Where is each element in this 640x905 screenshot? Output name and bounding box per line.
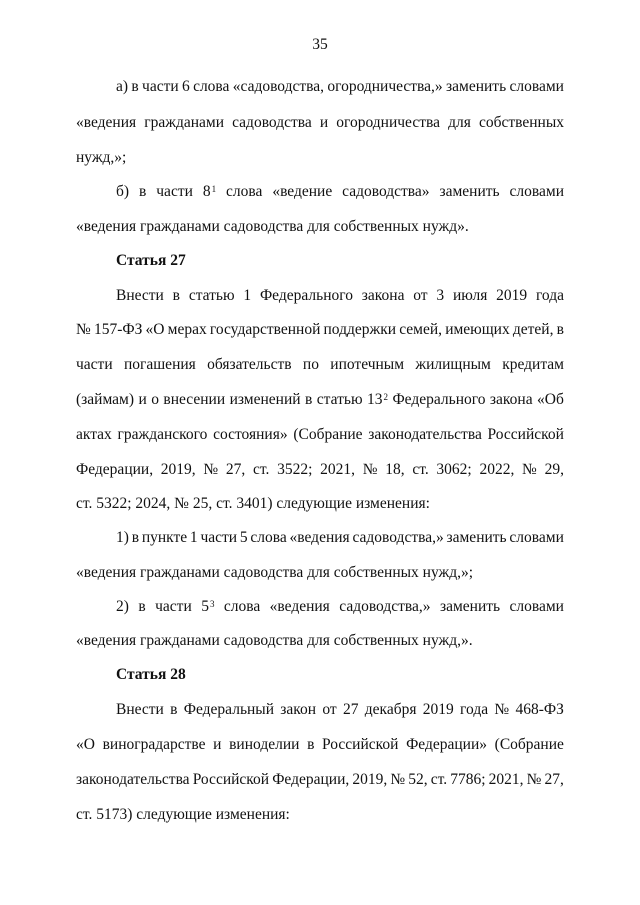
word: части: [155, 598, 192, 615]
word: №: [526, 771, 542, 788]
p1-line-2: [76, 113, 564, 133]
page-number: 35: [312, 36, 328, 53]
word: в: [131, 529, 140, 546]
word: «О: [76, 736, 95, 753]
art28-line-2: [76, 735, 564, 755]
word: 2019,: [352, 771, 388, 788]
word: пункте: [141, 529, 188, 546]
art27-line-1: [116, 286, 564, 306]
word: 52,: [408, 771, 428, 788]
superscript: 3: [209, 599, 215, 609]
p1-line-1: [116, 77, 564, 97]
word: (займам): [76, 391, 135, 408]
word: 2019: [496, 287, 528, 304]
word: части: [76, 356, 113, 373]
word: в: [305, 391, 313, 408]
word: 2022,: [479, 461, 515, 478]
word: года: [460, 701, 489, 718]
word: №: [203, 461, 219, 478]
word: государственной: [209, 321, 321, 338]
word: садоводства,»: [352, 529, 444, 546]
art27-item2-line-2: «ведения гражданами садоводства для собственных нужд,».: [76, 632, 473, 649]
word: части: [142, 78, 179, 95]
word: словами: [509, 598, 564, 615]
word: семей,: [399, 321, 443, 338]
word: года: [535, 287, 564, 304]
article-number: [367, 390, 388, 410]
word: 2021,: [488, 771, 524, 788]
art27-line-4: [76, 390, 564, 410]
word: 29,: [544, 461, 564, 478]
word: словами: [509, 78, 564, 95]
word: в: [139, 183, 147, 200]
word: «Об: [537, 391, 564, 408]
word: гражданского: [117, 426, 208, 443]
word: 2): [116, 598, 129, 615]
word: Федерации»: [406, 736, 488, 753]
word: б): [116, 183, 130, 200]
word: статью: [316, 391, 363, 408]
word: «О: [145, 321, 165, 338]
word: в: [170, 701, 178, 718]
word: «ведения: [269, 598, 330, 615]
word: от: [322, 701, 337, 718]
word: и: [213, 736, 222, 753]
word: (Собрание: [293, 426, 363, 443]
word: законодательства: [76, 771, 190, 788]
word: о: [151, 391, 159, 408]
word: части: [156, 183, 193, 200]
word: мерах: [167, 321, 207, 338]
word: (Собрание: [494, 736, 564, 753]
numbered-part: [201, 597, 214, 617]
word: от: [413, 287, 428, 304]
word: виноградарстве: [102, 736, 206, 753]
word: Федерального: [392, 391, 486, 408]
word: ст.: [253, 461, 270, 478]
word: по: [302, 356, 319, 373]
word: погашения: [123, 356, 196, 373]
p2-line-1: [116, 182, 564, 202]
word: 27,: [544, 771, 564, 788]
word: Федерации,: [272, 771, 350, 788]
part-number: 5: [201, 598, 209, 615]
word: актах: [76, 426, 112, 443]
article-number-base: 13: [366, 391, 383, 408]
word: и: [138, 391, 147, 408]
word: словами: [509, 529, 564, 546]
word: 1): [116, 529, 129, 546]
word: в: [131, 78, 139, 95]
word: 27: [342, 701, 359, 718]
art27-line-7: ст. 5322; 2024, № 25, ст. 3401) следующие изменения:: [76, 495, 430, 512]
word: поддержки: [323, 321, 397, 338]
word: «ведения: [76, 114, 137, 131]
word: 468-ФЗ: [515, 701, 564, 718]
word: 157-ФЗ: [93, 321, 143, 338]
word: состояния»: [213, 426, 288, 443]
word: №: [362, 461, 378, 478]
word: части: [200, 529, 238, 546]
word: в: [172, 287, 180, 304]
word: огородничества: [336, 114, 440, 131]
word: Российской: [487, 426, 564, 443]
word: декабря: [364, 701, 417, 718]
word: заменить: [439, 598, 501, 615]
word: Федерального: [259, 287, 353, 304]
art28-line-3: [76, 770, 564, 790]
word: 6: [181, 78, 190, 95]
word: Российской: [192, 771, 270, 788]
p1-line-3: нужд,»;: [76, 149, 127, 166]
word: июля: [452, 287, 488, 304]
word: садоводства: [232, 114, 312, 131]
word: заменить: [439, 183, 500, 200]
word: ст.: [430, 771, 448, 788]
word: «ведения: [289, 529, 350, 546]
art27-item1-line-2: «ведения гражданами садоводства для собственных нужд,»;: [76, 564, 474, 581]
word: Российской: [322, 736, 399, 753]
word: «садоводства,: [232, 78, 325, 95]
word: 27,: [225, 461, 246, 478]
word: ипотечным: [330, 356, 405, 373]
word: №: [522, 461, 537, 478]
word: садоводства»: [342, 183, 430, 200]
word: Федерации,: [76, 461, 154, 478]
word: в: [307, 736, 315, 753]
word: в: [556, 321, 564, 338]
word: законодательства: [368, 426, 482, 443]
word: 2019: [422, 701, 454, 718]
word: слова: [223, 598, 261, 615]
word: имеющих: [445, 321, 510, 338]
word: кредитам: [502, 356, 564, 373]
article-27-heading: Статья 27: [116, 252, 186, 269]
word: а): [116, 78, 129, 95]
word: 3522;: [277, 461, 313, 478]
word: гражданами: [144, 114, 224, 131]
word: №: [76, 321, 91, 338]
superscript: 1: [211, 184, 217, 194]
word: закона: [361, 287, 405, 304]
word: Внести: [116, 701, 164, 718]
word: закона: [489, 391, 533, 408]
word: виноделии: [229, 736, 300, 753]
word: собственных: [478, 114, 564, 131]
word: слова: [193, 78, 230, 95]
word: «ведение: [272, 183, 333, 200]
word: детей,: [512, 321, 554, 338]
word: заменить: [446, 529, 507, 546]
word: изменений: [229, 391, 301, 408]
word: 1: [189, 529, 198, 546]
word: обязательств: [207, 356, 292, 373]
word: Внести: [116, 287, 164, 304]
word: ст.: [412, 461, 429, 478]
word: заменить: [446, 78, 507, 95]
article-28-heading: Статья 28: [116, 666, 186, 683]
word: Федеральный: [183, 701, 275, 718]
word: 18,: [385, 461, 405, 478]
word: №: [390, 771, 406, 788]
word: и: [319, 114, 329, 131]
art27-item1-line-1: [116, 528, 564, 548]
word: статью: [188, 287, 235, 304]
word: садоводства,»: [339, 598, 431, 615]
art27-line-2: [76, 320, 564, 340]
part-number: 8: [202, 183, 211, 200]
word: 2019,: [160, 461, 196, 478]
art27-item2-line-1: [116, 597, 564, 617]
word: жилищным: [415, 356, 491, 373]
word: №: [494, 701, 510, 718]
word: для: [448, 114, 471, 131]
superscript: 2: [383, 392, 388, 402]
word: слова: [226, 183, 263, 200]
word: огородничества,»: [327, 78, 443, 95]
word: 2021,: [320, 461, 355, 478]
word: слова: [250, 529, 287, 546]
art28-line-1: [116, 700, 564, 720]
word: 5: [239, 529, 248, 546]
word: 1: [243, 287, 252, 304]
numbered-part: [203, 182, 216, 202]
art27-line-3: [76, 355, 564, 375]
word: словами: [509, 183, 564, 200]
word: 7786;: [450, 771, 486, 788]
art28-line-4: ст. 5173) следующие изменения:: [76, 806, 290, 823]
art27-line-6: [76, 460, 564, 480]
word: 3062;: [436, 461, 472, 478]
p2-line-2: «ведения гражданами садоводства для собственных нужд».: [76, 218, 469, 235]
word: в: [138, 598, 146, 615]
word: 3: [436, 287, 445, 304]
word: внесении: [163, 391, 226, 408]
art27-line-5: [76, 425, 564, 445]
word: закон: [280, 701, 317, 718]
